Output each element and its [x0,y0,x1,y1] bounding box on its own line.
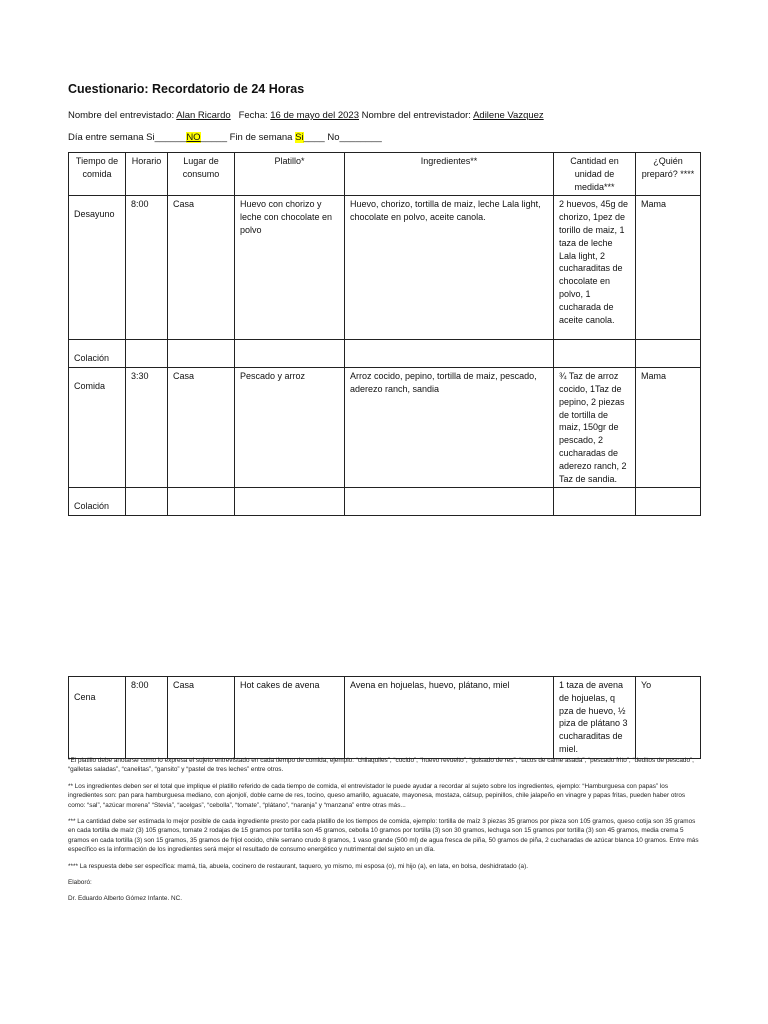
header-ingredients: Ingredientes** [345,153,554,196]
footnote-dish: *El platillo debe anotarse como lo expresa el sujeto entrevistado en cada tiempo de comida, ejemplo: “chilaquiles”, “cocido”, “huevo revuelto”, “guisado de res”, “tacos de carne asada”, “pescado frito”, “deditos de pescado”, “galletas saladas”, “canelitas”, “gansito” y “pastel de tres leches” entre otros. [68,757,694,774]
cell-quantity: ¾ Taz de arroz cocido, 1Taz de pepino, 2 piezas de tortilla de maiz, 150gr de pescado, 2 cucharadas de aderezo ranch, 2 Taz de sandia. [554,368,636,488]
interviewer-label: Nombre del entrevistador: [361,110,471,121]
header-dish: Platillo* [235,153,345,196]
cell-who [636,488,701,516]
cell-meal: Comida [69,368,126,488]
cell-time: 8:00 [126,196,168,340]
cell-meal: Cena [69,677,126,759]
cell-who: Mama [636,196,701,340]
cell-dish [235,488,345,516]
weekend-tail: ____ No________ [303,132,382,143]
cell-place: Casa [168,196,235,340]
interviewee-label: Nombre del entrevistado: [68,110,175,121]
interviewee-name: Alan Ricardo [176,110,231,121]
cell-place [168,340,235,368]
header-quantity: Cantidad en unidad de medida*** [554,153,636,196]
weekend-label: Fin de semana [229,132,293,143]
cell-quantity: 2 huevos, 45g de chorizo, 1pez de torillo de maiz, 1 taza de leche Lala light, 2 cucharaditas de chocolate en polvo, 1 cucharada de aceite canola. [554,196,636,340]
cell-who: Yo [636,677,701,759]
cell-dish: Pescado y arroz [235,368,345,488]
weekend-si: Si [295,132,304,143]
weekday-tail: _____ [200,132,227,143]
table-header-row [69,153,701,196]
cell-meal: Colación [69,488,126,516]
cell-meal: Colación [69,340,126,368]
weekday-no: NO [186,132,201,143]
cell-time [126,488,168,516]
footnote-quantity: *** La cantidad debe ser estimada lo mejor posible de cada ingrediente presto por cada platillo de los tiempos de comida, ejemplo: tortilla de maíz 3 piezas 35 gramos por pieza son 105 gramos, queso cotija son 35 gramos en cada tortilla de maíz (3) 105 gramos, tomate 2 rodajas de 15 gramos por tortilla son 45 gramos, cebolla 10 gramos por tortilla (3) son 30 gramos, lechuga son 15 gramos por tortilla (3) son 45 gramos, media crema 5 gramos en cada tortilla (3) son 15 gramos, 35 gramos de frijol cocido, chile serrano crudo 8 gramos, 1 vaso grande (500 ml) de agua fresca de piña, 50 gramos de piña, 2 cucharadas de azúcar blanca 10 gramos. Entre más específico es la información de los ingredientes será mejor el resultado de consumo energético y nutrimental del sujeto en un día. [68,818,699,854]
cell-quantity: 1 taza de avena de hojuelas, q pza de huevo, ½ piza de plátano 3 cucharaditas de miel. [554,677,636,759]
week-info-line [68,132,382,143]
cell-quantity [554,488,636,516]
cell-dish: Huevo con chorizo y leche con chocolate en polvo [235,196,345,340]
table-row [69,196,701,340]
cell-ingredients: Avena en hojuelas, huevo, plátano, miel [345,677,554,759]
interview-info-line [68,110,544,121]
cell-who: Mama [636,368,701,488]
cell-time: 3:30 [126,368,168,488]
table-row [69,340,701,368]
recall-table-continued [68,676,701,759]
weekday-label: Día entre semana Si______ [68,132,187,143]
footnotes [68,756,700,911]
table-row [69,677,701,759]
cell-dish: Hot cakes de avena [235,677,345,759]
cell-place: Casa [168,368,235,488]
elaboro-label: Elaboró: [68,879,92,887]
recall-table [68,152,701,516]
header-time: Horario [126,153,168,196]
cell-meal: Desayuno [69,196,126,340]
table-row [69,488,701,516]
date-label: Fecha: [238,110,268,121]
page-title: Cuestionario: Recordatorio de 24 Horas [68,82,305,96]
cell-place [168,488,235,516]
footnote-ingredients: ** Los ingredientes deben ser el total que implique el platillo referido de cada tiempo de comida, el entrevistador le puede ayudar a recordar al sujeto sobre los ingredientes, ejemplo: “Hamburguesa con papas” los ingredientes son: pan para hamburguesa mediano, con ajonjolí, doble carne de res, tocino, queso amarillo, aguacate, mayonesa, mostaza, cátsup, pepinillos, chile jalapeño en vinagre y papas fritas, pueden haber otros como: “sal”, “azúcar morena” “Stevia”, “acelgas”, “cebolla”, “tomate”, “plátano”, “naranja” y “manzana” entre otras más... [68,782,686,809]
cell-dish [235,340,345,368]
footnote-who: **** La respuesta debe ser específica: mamá, tía, abuela, cocinero de restaurant, taquero, yo mismo, mi esposa (o), mi hijo (a), en lata, en bolsa, deshidratado (a). [68,862,529,870]
cell-ingredients [345,340,554,368]
cell-time [126,340,168,368]
cell-ingredients: Huevo, chorizo, tortilla de maiz, leche Lala light, chocolate en polvo, aceite canola. [345,196,554,340]
author-name: Dr. Eduardo Alberto Gómez Infante. NC. [68,895,183,903]
interviewer-name: Adilene Vazquez [473,110,544,121]
header-meal-time: Tiempo de comida [69,153,126,196]
cell-place: Casa [168,677,235,759]
header-who: ¿Quién preparó? **** [636,153,701,196]
date-value: 16 de mayo del 2023 [270,110,359,121]
cell-who [636,340,701,368]
cell-quantity [554,340,636,368]
cell-ingredients: Arroz cocido, pepino, tortilla de maiz, pescado, aderezo ranch, sandia [345,368,554,488]
header-place: Lugar de consumo [168,153,235,196]
cell-time: 8:00 [126,677,168,759]
cell-ingredients [345,488,554,516]
table-row [69,368,701,488]
